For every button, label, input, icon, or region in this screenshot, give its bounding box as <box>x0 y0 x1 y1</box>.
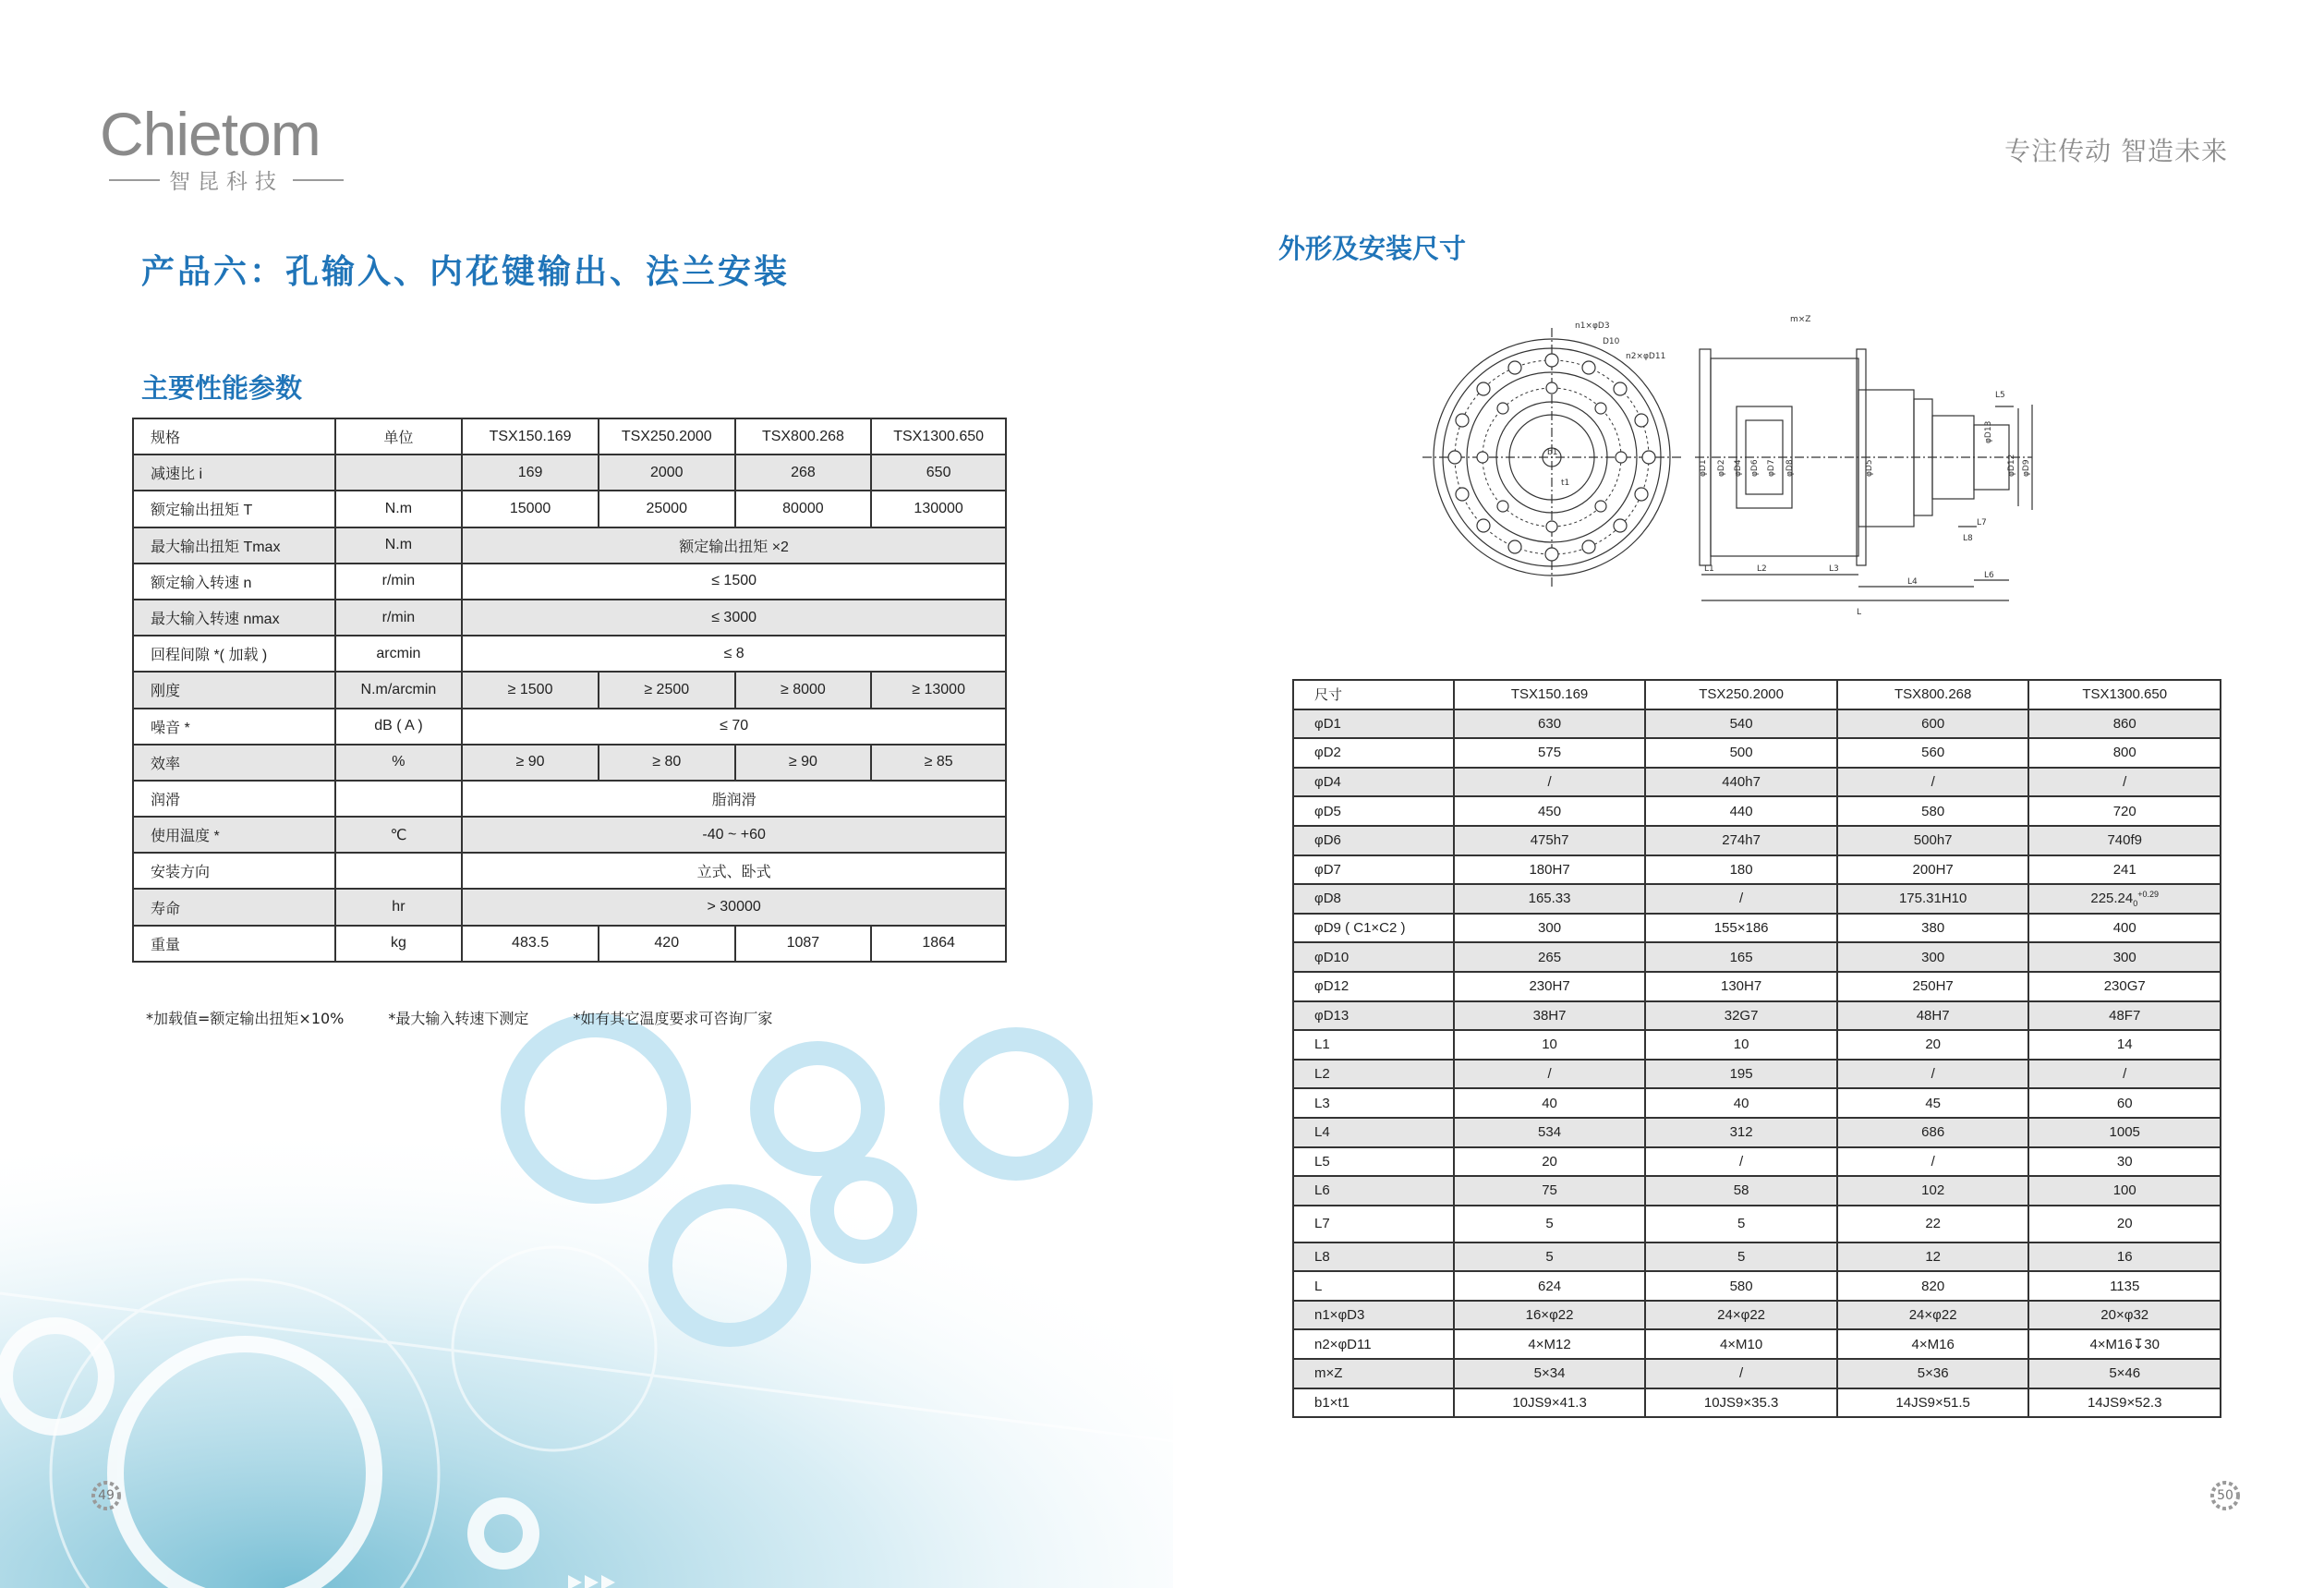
table-cell: 5×36 <box>1837 1359 2029 1388</box>
footnote-temperature: *如有其它温度要求可咨询厂家 <box>573 1010 773 1027</box>
table-cell: 14JS9×51.5 <box>1837 1388 2029 1418</box>
table-cell: 5×46 <box>2028 1359 2221 1388</box>
table-row <box>133 853 1006 889</box>
table-row <box>133 889 1006 925</box>
table-cell: 300 <box>1837 942 2029 972</box>
table-cell: / <box>1645 1147 1837 1177</box>
table-cell: 2000 <box>599 455 735 491</box>
table-cell: 48F7 <box>2028 1001 2221 1031</box>
table-cell: ≥ 1500 <box>462 672 599 708</box>
footnote-speed: *最大输入转速下测定 <box>388 1010 529 1027</box>
table-cell: arcmin <box>335 636 463 672</box>
table-cell: φD13 <box>1293 1001 1454 1031</box>
table-cell: L3 <box>1293 1088 1454 1118</box>
table-cell: 102 <box>1837 1176 2029 1206</box>
table-cell: 30 <box>2028 1147 2221 1177</box>
table-cell: 58 <box>1645 1176 1837 1206</box>
drawing-label-mz: m×Z <box>1790 315 1811 324</box>
table-cell: 165.33 <box>1454 884 1646 914</box>
table-cell: 脂润滑 <box>462 781 1006 817</box>
logo-rule-left <box>109 179 160 181</box>
table-row <box>1293 768 2221 797</box>
drawing-label-n1d3: n1×φD3 <box>1575 321 1610 331</box>
dimension-drawing <box>1422 305 2069 647</box>
table-cell: TSX1300.650 <box>2028 680 2221 709</box>
table-cell: 润滑 <box>133 781 335 817</box>
table-header-row <box>1293 680 2221 709</box>
table-cell: 5 <box>1454 1243 1646 1272</box>
table-row <box>133 745 1006 781</box>
table-row <box>1293 738 2221 768</box>
table-cell: 300 <box>1454 914 1646 943</box>
table-cell: 300 <box>2028 942 2221 972</box>
table-cell: 重量 <box>133 926 335 962</box>
table-row <box>1293 914 2221 943</box>
table-cell: 440h7 <box>1645 768 1837 797</box>
table-cell: 1005 <box>2028 1118 2221 1147</box>
table-cell: 24×φ22 <box>1645 1301 1837 1330</box>
table-row <box>1293 855 2221 885</box>
table-cell: 440 <box>1645 796 1837 826</box>
table-cell: 180H7 <box>1454 855 1646 885</box>
table-row <box>133 781 1006 817</box>
table-cell: 1864 <box>871 926 1006 962</box>
table-cell: 回程间隙 *( 加载 ) <box>133 636 335 672</box>
product-title: 产品六：孔输入、内花键输出、法兰安装 <box>141 253 791 291</box>
table-cell: 5 <box>1645 1243 1837 1272</box>
table-row <box>1293 1329 2221 1359</box>
table-cell: 单位 <box>335 418 463 455</box>
table-cell: kg <box>335 926 463 962</box>
table-row <box>1293 1206 2221 1243</box>
table-row <box>133 926 1006 962</box>
table-cell: TSX800.268 <box>1837 680 2029 709</box>
drawing-label-d8: φD8 <box>1785 459 1795 477</box>
table-cell: 500h7 <box>1837 826 2029 855</box>
table-cell: 12 <box>1837 1243 2029 1272</box>
table-cell: ≥ 2500 <box>599 672 735 708</box>
table-row <box>1293 826 2221 855</box>
table-cell: 800 <box>2028 738 2221 768</box>
table-cell: 165 <box>1645 942 1837 972</box>
table-row <box>1293 1271 2221 1301</box>
performance-table <box>132 418 1007 963</box>
table-cell: 最大输入转速 nmax <box>133 600 335 636</box>
table-row <box>1293 1388 2221 1418</box>
table-cell: 寿命 <box>133 889 335 925</box>
table-cell: 20 <box>2028 1206 2221 1243</box>
table-cell: 最大输出扭矩 Tmax <box>133 527 335 564</box>
table-cell: TSX250.2000 <box>1645 680 1837 709</box>
table-cell: ≥ 85 <box>871 745 1006 781</box>
table-cell: L1 <box>1293 1030 1454 1060</box>
table-cell: L <box>1293 1271 1454 1301</box>
drawing-label-l4: L4 <box>1907 577 1918 587</box>
table-cell: L7 <box>1293 1206 1454 1243</box>
page-number-right-text: 50 <box>2217 1488 2233 1503</box>
table-cell: 483.5 <box>462 926 599 962</box>
table-cell: 100 <box>2028 1176 2221 1206</box>
table-cell: 减速比 i <box>133 455 335 491</box>
table-cell: 5 <box>1645 1206 1837 1243</box>
performance-heading: 主要性能参数 <box>141 372 303 404</box>
drawing-label-d7: φD7 <box>1767 459 1776 477</box>
table-row <box>133 491 1006 527</box>
table-cell: 230G7 <box>2028 972 2221 1001</box>
table-cell: 169 <box>462 455 599 491</box>
table-cell: ≤ 70 <box>462 709 1006 745</box>
table-cell: 175.31H10 <box>1837 884 2029 914</box>
table-cell: 820 <box>1837 1271 2029 1301</box>
table-cell: 45 <box>1837 1088 2029 1118</box>
drawing-label-d12: φD12 <box>2007 454 2016 477</box>
table-cell: 4×M16↧30 <box>2028 1329 2221 1359</box>
table-cell: 540 <box>1645 709 1837 739</box>
table-cell: 180 <box>1645 855 1837 885</box>
table-cell: > 30000 <box>462 889 1006 925</box>
table-cell: / <box>1837 1060 2029 1089</box>
table-cell: ≥ 90 <box>735 745 872 781</box>
table-cell: 4×M16 <box>1837 1329 2029 1359</box>
table-cell: L2 <box>1293 1060 1454 1089</box>
table-cell <box>335 781 463 817</box>
table-cell: 10JS9×41.3 <box>1454 1388 1646 1418</box>
table-cell: 686 <box>1837 1118 2029 1147</box>
table-cell: 420 <box>599 926 735 962</box>
table-cell <box>335 455 463 491</box>
table-cell: 75 <box>1454 1176 1646 1206</box>
logo-subtitle-text: 智昆科技 <box>169 170 284 194</box>
table-cell <box>2028 884 2221 914</box>
table-cell: / <box>1645 1359 1837 1388</box>
drawing-label-l2: L2 <box>1757 564 1767 574</box>
table-cell: 20×φ32 <box>2028 1301 2221 1330</box>
table-cell: ≥ 80 <box>599 745 735 781</box>
table-cell: 624 <box>1454 1271 1646 1301</box>
table-cell: 5 <box>1454 1206 1646 1243</box>
tolerance-upper: +0.29 <box>2137 889 2160 899</box>
logo-rule-right <box>293 179 344 181</box>
table-cell: 使用温度 * <box>133 817 335 853</box>
table-cell: 安装方向 <box>133 853 335 889</box>
table-cell: / <box>1645 884 1837 914</box>
table-cell: 10JS9×35.3 <box>1645 1388 1837 1418</box>
table-cell: 650 <box>871 455 1006 491</box>
table-cell: N.m <box>335 527 463 564</box>
table-cell: TSX1300.650 <box>871 418 1006 455</box>
drawing-label-l7: L7 <box>1977 518 1987 527</box>
table-row <box>1293 1243 2221 1272</box>
dimensions-heading: 外形及安装尺寸 <box>1278 233 1467 264</box>
table-cell: 22 <box>1837 1206 2029 1243</box>
table-cell: 230H7 <box>1454 972 1646 1001</box>
table-row <box>1293 884 2221 914</box>
table-row <box>133 564 1006 600</box>
table-cell: / <box>1837 1147 2029 1177</box>
table-cell: 450 <box>1454 796 1646 826</box>
table-cell: TSX800.268 <box>735 418 872 455</box>
table-cell: 20 <box>1837 1030 2029 1060</box>
table-row <box>1293 1359 2221 1388</box>
page-number-left <box>89 1478 124 1513</box>
logo-wordmark: Chietom <box>100 100 321 168</box>
table-cell: 265 <box>1454 942 1646 972</box>
table-cell: 860 <box>2028 709 2221 739</box>
table-cell: 规格 <box>133 418 335 455</box>
table-row <box>133 672 1006 708</box>
table-cell: ≤ 1500 <box>462 564 1006 600</box>
table-cell: n1×φD3 <box>1293 1301 1454 1330</box>
performance-footnotes <box>146 1007 772 1028</box>
table-cell: 效率 <box>133 745 335 781</box>
table-cell: 195 <box>1645 1060 1837 1089</box>
table-cell: φD12 <box>1293 972 1454 1001</box>
table-cell: 130H7 <box>1645 972 1837 1001</box>
table-row <box>1293 1060 2221 1089</box>
table-cell: φD10 <box>1293 942 1454 972</box>
table-cell: 241 <box>2028 855 2221 885</box>
drawing-label-l: L <box>1857 608 1862 617</box>
drawing-label-d10: D10 <box>1603 337 1620 346</box>
table-cell: φD7 <box>1293 855 1454 885</box>
footnote-load: *加载值=额定输出扭矩×10% <box>146 1010 345 1027</box>
table-cell: 500 <box>1645 738 1837 768</box>
table-row <box>1293 1030 2221 1060</box>
table-cell: TSX150.169 <box>1454 680 1646 709</box>
table-cell: / <box>1454 768 1646 797</box>
table-cell: φD6 <box>1293 826 1454 855</box>
table-cell: φD1 <box>1293 709 1454 739</box>
drawing-label-n2d11: n2×φD11 <box>1626 352 1666 361</box>
table-cell: / <box>2028 768 2221 797</box>
table-cell: 80000 <box>735 491 872 527</box>
table-cell: ≤ 8 <box>462 636 1006 672</box>
table-cell <box>335 853 463 889</box>
table-header-row <box>133 418 1006 455</box>
table-row <box>133 455 1006 491</box>
table-cell: TSX250.2000 <box>599 418 735 455</box>
table-cell: 720 <box>2028 796 2221 826</box>
table-cell: 10 <box>1645 1030 1837 1060</box>
drawing-label-d6: φD6 <box>1750 459 1760 477</box>
table-cell: 15000 <box>462 491 599 527</box>
table-cell: 60 <box>2028 1088 2221 1118</box>
table-cell: L8 <box>1293 1243 1454 1272</box>
table-cell: 40 <box>1454 1088 1646 1118</box>
table-cell: 24×φ22 <box>1837 1301 2029 1330</box>
drawing-label-d4: φD4 <box>1734 459 1743 477</box>
table-cell: 14JS9×52.3 <box>2028 1388 2221 1418</box>
table-row <box>133 600 1006 636</box>
table-cell: N.m/arcmin <box>335 672 463 708</box>
table-cell: 580 <box>1645 1271 1837 1301</box>
logo-subtitle <box>109 164 351 195</box>
drawing-label-d9: φD9 <box>2022 459 2031 477</box>
table-row <box>133 817 1006 853</box>
table-cell: 刚度 <box>133 672 335 708</box>
table-cell: n2×φD11 <box>1293 1329 1454 1359</box>
slogan: 专注传动 智造未来 <box>2004 136 2228 166</box>
table-row <box>1293 972 2221 1001</box>
drawing-label-l5: L5 <box>1995 391 2005 400</box>
table-row <box>133 527 1006 564</box>
table-cell: φD5 <box>1293 796 1454 826</box>
drawing-label-l3: L3 <box>1829 564 1839 574</box>
drawing-label-l1: L1 <box>1704 564 1714 574</box>
table-cell: 268 <box>735 455 872 491</box>
table-cell: L6 <box>1293 1176 1454 1206</box>
table-cell: 312 <box>1645 1118 1837 1147</box>
table-cell: ≥ 8000 <box>735 672 872 708</box>
table-cell: 630 <box>1454 709 1646 739</box>
table-cell: 580 <box>1837 796 2029 826</box>
table-cell: 380 <box>1837 914 2029 943</box>
table-cell: 噪音 * <box>133 709 335 745</box>
table-row <box>1293 796 2221 826</box>
drawing-label-d2: φD2 <box>1717 459 1726 477</box>
table-row <box>1293 709 2221 739</box>
table-row <box>1293 942 2221 972</box>
page-number-left-text: 49 <box>98 1488 115 1503</box>
table-cell: 38H7 <box>1454 1001 1646 1031</box>
table-cell: 10 <box>1454 1030 1646 1060</box>
table-cell: 740f9 <box>2028 826 2221 855</box>
table-cell: -40 ~ +60 <box>462 817 1006 853</box>
table-row <box>1293 1176 2221 1206</box>
table-row <box>133 636 1006 672</box>
drawing-label-l6: L6 <box>1984 571 1994 580</box>
table-cell: N.m <box>335 491 463 527</box>
table-cell: 尺寸 <box>1293 680 1454 709</box>
table-cell: φD9 ( C1×C2 ) <box>1293 914 1454 943</box>
table-cell: 额定输出扭矩 T <box>133 491 335 527</box>
decorative-gear-background <box>0 961 1173 1588</box>
table-cell: L5 <box>1293 1147 1454 1177</box>
drawing-label-d13: φD13 <box>1984 420 1993 443</box>
table-cell: ≤ 3000 <box>462 600 1006 636</box>
table-row <box>1293 1001 2221 1031</box>
table-cell: 额定输入转速 n <box>133 564 335 600</box>
dimension-table <box>1292 679 2221 1418</box>
table-cell: r/min <box>335 564 463 600</box>
drawing-label-t1: t1 <box>1561 479 1570 488</box>
table-cell: φD8 <box>1293 884 1454 914</box>
table-cell: 130000 <box>871 491 1006 527</box>
table-cell: 立式、卧式 <box>462 853 1006 889</box>
page-number-right <box>2208 1478 2243 1513</box>
table-cell: 32G7 <box>1645 1001 1837 1031</box>
table-cell: 4×M10 <box>1645 1329 1837 1359</box>
table-cell: 534 <box>1454 1118 1646 1147</box>
table-cell: 400 <box>2028 914 2221 943</box>
table-cell: 40 <box>1645 1088 1837 1118</box>
table-cell: 5×34 <box>1454 1359 1646 1388</box>
table-cell: φD4 <box>1293 768 1454 797</box>
table-cell: / <box>2028 1060 2221 1089</box>
table-cell: 560 <box>1837 738 2029 768</box>
table-cell: 155×186 <box>1645 914 1837 943</box>
table-cell: hr <box>335 889 463 925</box>
table-cell: 200H7 <box>1837 855 2029 885</box>
table-cell: L4 <box>1293 1118 1454 1147</box>
table-cell: 48H7 <box>1837 1001 2029 1031</box>
table-cell: 1135 <box>2028 1271 2221 1301</box>
table-cell: dB ( A ) <box>335 709 463 745</box>
table-cell: 250H7 <box>1837 972 2029 1001</box>
table-cell: 16×φ22 <box>1454 1301 1646 1330</box>
table-cell: ℃ <box>335 817 463 853</box>
table-row <box>1293 1118 2221 1147</box>
drawing-label-d1: φD1 <box>1699 459 1708 477</box>
table-cell: 16 <box>2028 1243 2221 1272</box>
table-cell: 475h7 <box>1454 826 1646 855</box>
table-cell: / <box>1837 768 2029 797</box>
tolerance-value: 225.24 <box>2090 890 2134 906</box>
table-row <box>1293 1088 2221 1118</box>
table-row <box>1293 1147 2221 1177</box>
drawing-label-d5: φD5 <box>1865 459 1874 477</box>
table-cell: 575 <box>1454 738 1646 768</box>
tolerance-lower: 0 <box>2133 898 2138 908</box>
drawing-label-b1: b1 <box>1547 448 1558 457</box>
table-cell: ≥ 90 <box>462 745 599 781</box>
table-cell: m×Z <box>1293 1359 1454 1388</box>
table-row <box>133 709 1006 745</box>
drawing-label-l8: L8 <box>1963 534 1973 543</box>
table-cell: 4×M12 <box>1454 1329 1646 1359</box>
table-cell: ≥ 13000 <box>871 672 1006 708</box>
table-cell: 14 <box>2028 1030 2221 1060</box>
table-cell: r/min <box>335 600 463 636</box>
table-cell: 20 <box>1454 1147 1646 1177</box>
table-cell: 1087 <box>735 926 872 962</box>
table-cell: 600 <box>1837 709 2029 739</box>
table-cell: 274h7 <box>1645 826 1837 855</box>
table-cell: / <box>1454 1060 1646 1089</box>
table-cell: % <box>335 745 463 781</box>
table-cell: b1×t1 <box>1293 1388 1454 1418</box>
table-cell: 额定输出扭矩 ×2 <box>462 527 1006 564</box>
brand-logo <box>100 102 349 194</box>
table-cell: TSX150.169 <box>462 418 599 455</box>
table-row <box>1293 1301 2221 1330</box>
table-cell: φD2 <box>1293 738 1454 768</box>
table-cell: 25000 <box>599 491 735 527</box>
